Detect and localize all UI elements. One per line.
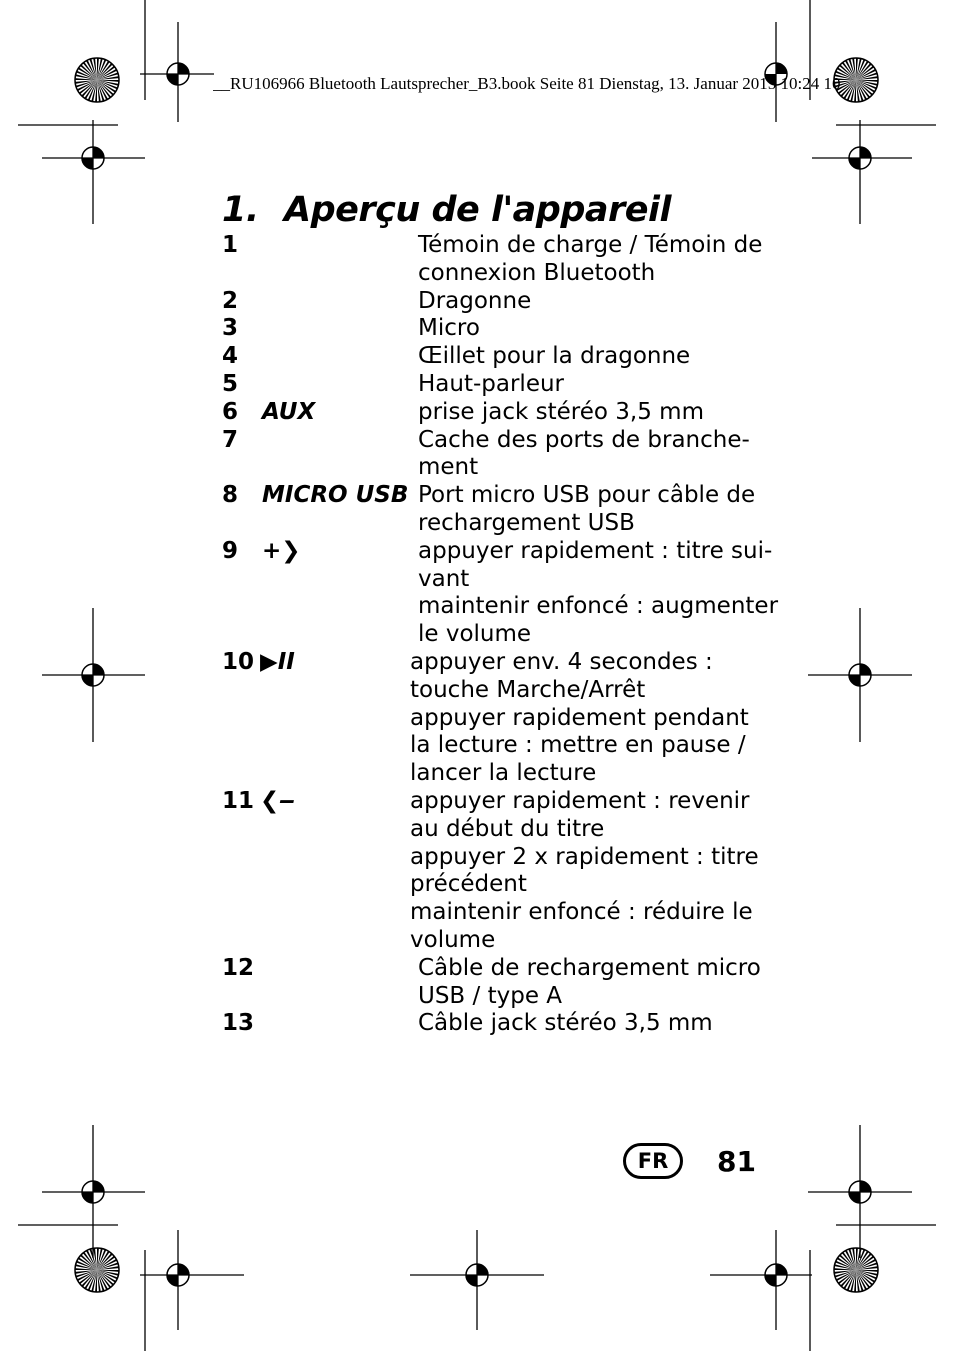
- description-line: connexion Bluetooth: [418, 259, 656, 286]
- item-number: 12: [222, 954, 255, 981]
- item-description: [418, 955, 762, 1011]
- item-description: [410, 788, 762, 955]
- description-line: rechargement USB: [418, 509, 635, 536]
- list-item: [222, 788, 762, 955]
- starburst-target-icon: [834, 1248, 878, 1292]
- item-number: 4: [222, 343, 239, 370]
- list-item: [222, 427, 762, 483]
- description-line: touche Marche/Arrêt: [410, 676, 646, 703]
- item-key-label: [262, 1010, 418, 1038]
- description-line: appuyer rapidement : revenir: [410, 787, 750, 814]
- list-item: [222, 232, 762, 288]
- item-number: 1: [222, 232, 239, 258]
- list-item: [222, 955, 762, 1011]
- item-description: [418, 482, 762, 538]
- description-line: Dragonne: [418, 287, 532, 314]
- item-key-label: [262, 371, 418, 399]
- list-item: [222, 288, 762, 316]
- item-key-label: ❮‒: [260, 787, 296, 814]
- page-number: 81: [717, 1144, 756, 1178]
- description-line: Câble jack stéréo 3,5 mm: [418, 1010, 713, 1037]
- description-line: USB / type A: [418, 982, 563, 1009]
- description-line: Cache des ports de branche-: [418, 426, 750, 453]
- item-number: 2: [222, 287, 239, 314]
- section-number: 1.: [222, 190, 259, 230]
- parts-list: [222, 232, 779, 1038]
- description-line: appuyer env. 4 secondes :: [410, 648, 713, 675]
- item-number: 7: [222, 426, 239, 453]
- item-key-label: AUX: [262, 398, 316, 425]
- starburst-target-icon: [75, 58, 119, 102]
- item-number: 3: [222, 315, 239, 342]
- description-line: maintenir enfoncé : réduire le: [410, 899, 753, 926]
- description-line: prise jack stéréo 3,5 mm: [418, 398, 704, 425]
- list-item: [222, 482, 762, 538]
- language-badge: FR: [623, 1143, 683, 1179]
- item-number: 11: [222, 787, 255, 814]
- list-item: [222, 1010, 762, 1038]
- item-description: [418, 427, 762, 483]
- print-header: __RU106966 Bluetooth Lautsprecher_B3.book Seite 81 Dienstag, 13. Januar 2015 10:24 10: [213, 74, 841, 93]
- list-item: [222, 649, 762, 788]
- item-number: 8: [222, 482, 239, 509]
- item-number: 5: [222, 370, 239, 397]
- section-heading: [222, 190, 671, 230]
- item-key-label: +❯: [262, 537, 301, 564]
- list-item: [222, 537, 779, 649]
- description-line: maintenir enfoncé : augmenter: [418, 593, 779, 620]
- description-line: vant: [418, 565, 470, 592]
- list-item: [222, 343, 762, 371]
- description-line: Port micro USB pour câble de: [418, 482, 756, 509]
- item-key-label: [262, 288, 418, 316]
- list-item: [222, 399, 762, 427]
- item-description: [418, 538, 778, 649]
- description-line: Haut-parleur: [418, 370, 565, 397]
- item-description: [418, 343, 762, 371]
- item-description: [418, 232, 762, 288]
- starburst-target-icon: [75, 1248, 119, 1292]
- item-key-label: ▶II: [260, 648, 295, 675]
- item-number: 13: [222, 1010, 255, 1037]
- description-line: Témoin de charge / Témoin de: [418, 232, 763, 258]
- item-number: 10: [222, 648, 255, 675]
- item-number: 9: [222, 537, 239, 564]
- description-line: ment: [418, 454, 479, 481]
- item-description: [410, 649, 762, 788]
- item-key-label: [262, 955, 418, 1011]
- item-description: [418, 1010, 762, 1038]
- description-line: Micro: [418, 315, 480, 342]
- item-key-label: MICRO USB: [262, 482, 409, 509]
- list-item: [222, 371, 762, 399]
- description-line: précédent: [410, 871, 527, 898]
- item-description: [418, 315, 762, 343]
- page-footer: [623, 1143, 756, 1179]
- description-line: Câble de rechargement micro: [418, 954, 761, 981]
- description-line: appuyer rapidement : titre sui-: [418, 537, 773, 564]
- description-line: le volume: [418, 621, 532, 648]
- description-line: lancer la lecture: [410, 760, 597, 787]
- item-description: [418, 288, 762, 316]
- description-line: au début du titre: [410, 815, 605, 842]
- item-key-label: [262, 343, 418, 371]
- item-description: [418, 399, 762, 427]
- section-title: Aperçu de l'appareil: [284, 190, 672, 230]
- description-line: Œillet pour la dragonne: [418, 343, 691, 370]
- list-item: [222, 315, 762, 343]
- item-number: 6: [222, 398, 239, 425]
- item-description: [418, 371, 762, 399]
- description-line: la lecture : mettre en pause /: [410, 732, 746, 759]
- description-line: appuyer rapidement pendant: [410, 704, 749, 731]
- item-key-label: [262, 315, 418, 343]
- description-line: volume: [410, 926, 496, 953]
- item-key-label: [262, 232, 418, 288]
- item-key-label: [262, 427, 418, 483]
- description-line: appuyer 2 x rapidement : titre: [410, 843, 759, 870]
